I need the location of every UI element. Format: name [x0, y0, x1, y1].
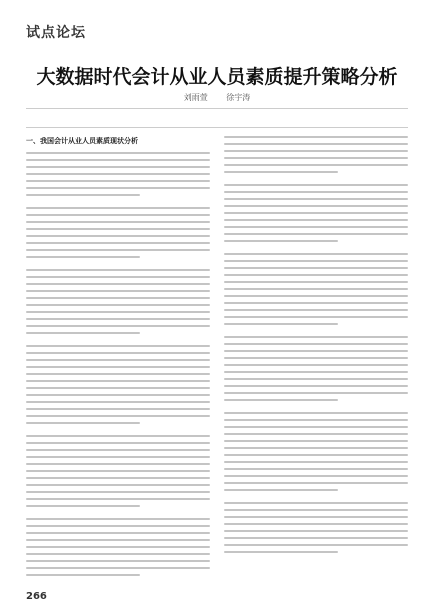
author-name: 刘雨萱 [183, 93, 208, 102]
section-heading: 一、我国会计从业人员素质现状分析 [26, 137, 138, 145]
author-name: 徐宇涛 [226, 93, 251, 102]
text-column-right [224, 136, 408, 574]
page-number: 266 [26, 591, 47, 602]
column-title: 试点论坛 [26, 25, 86, 41]
article-title: 大数据时代会计从业人员素质提升策略分析 [36, 66, 398, 88]
paragraph-lines [26, 152, 210, 576]
text-column-left [26, 136, 210, 574]
author-list [0, 92, 434, 103]
paragraph-lines [224, 136, 408, 553]
abstract-block [26, 108, 408, 128]
